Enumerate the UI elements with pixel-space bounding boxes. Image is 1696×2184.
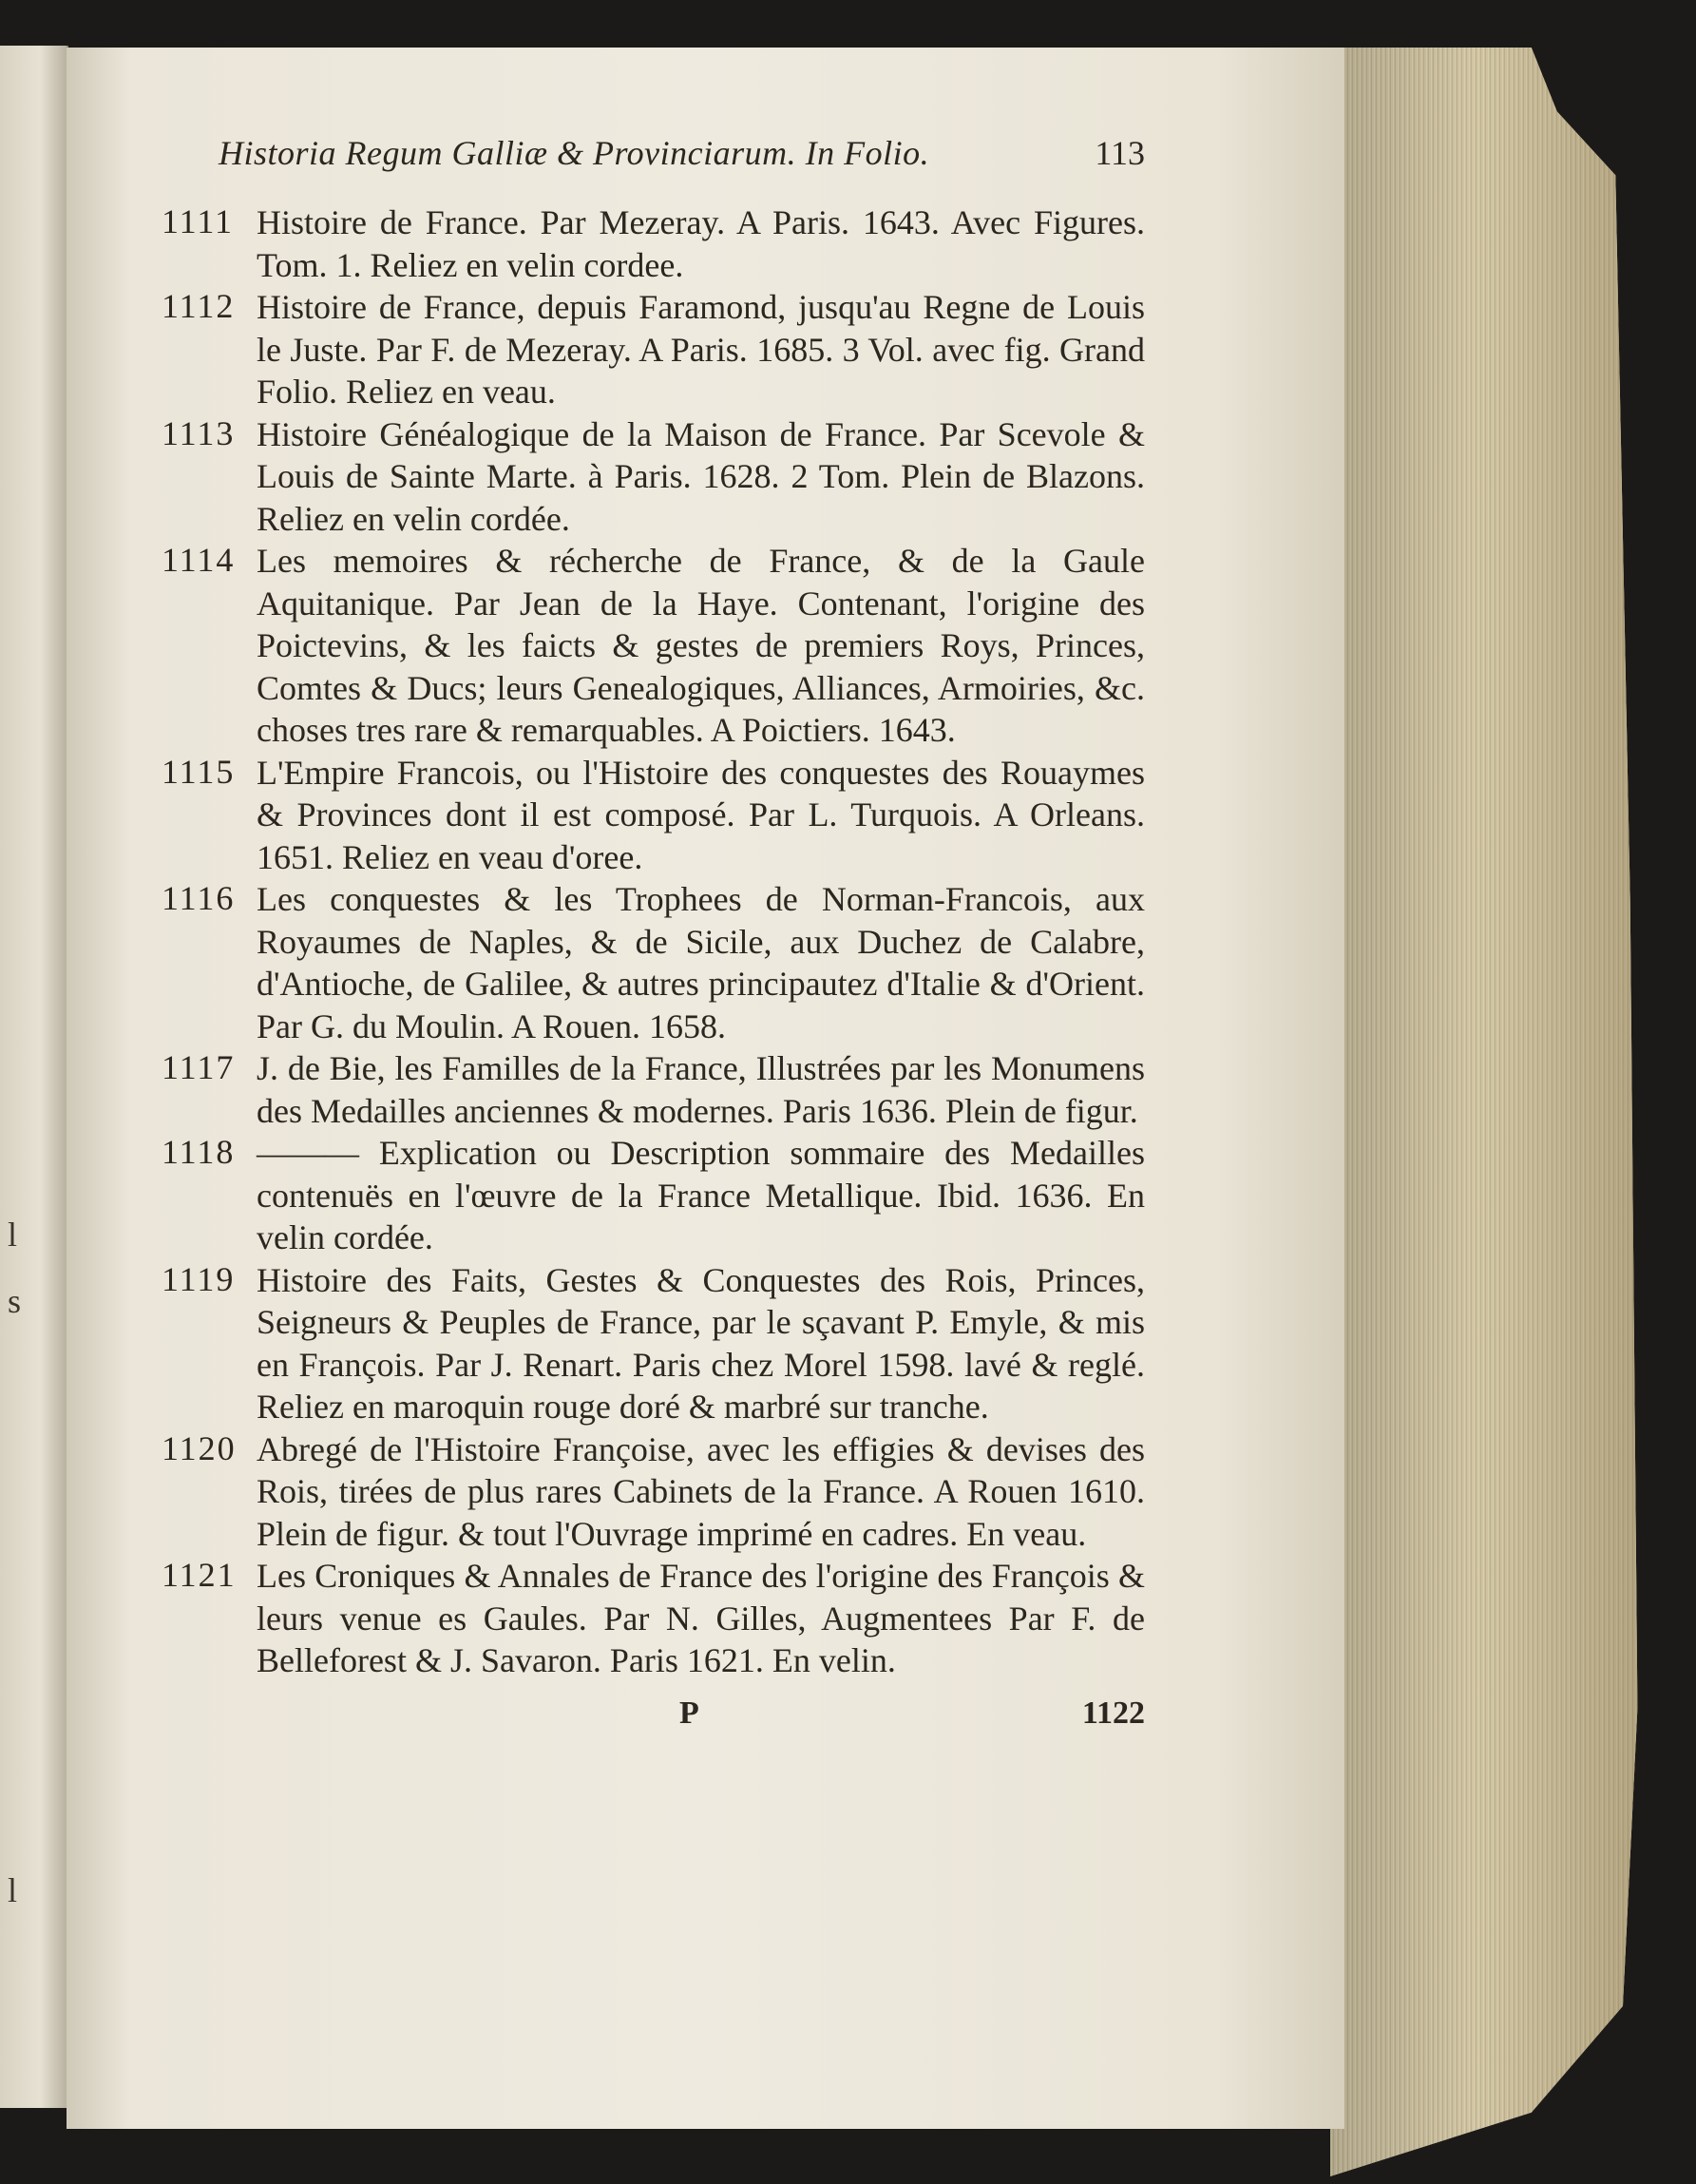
entry-description: Histoire de France, depuis Faramond, jusqu'au Regne de Louis le Juste. Par F. de Mezeray. A Paris. 1685. 3 Vol. avec fig. Grand Folio. Reliez en veau. xyxy=(257,288,1145,411)
catalogue-entry xyxy=(162,201,1145,286)
catalogue-entry xyxy=(162,752,1145,879)
catalogue-entries xyxy=(162,201,1145,1682)
entry-number: 1117 xyxy=(162,1048,236,1086)
entry-description: J. de Bie, les Familles de la France, Illustrées par les Monumens des Medailles anciennes & modernes. Paris 1636. Plein de figur. xyxy=(257,1049,1145,1130)
entry-description: Les Croniques & Annales de France des l'origine des François & leurs venue es Gaules. Par N. Gilles, Augmentees Par F. de Belleforest & J. Savaron. Paris 1621. En velin. xyxy=(257,1557,1145,1679)
running-head xyxy=(162,133,1145,190)
entry-description: Histoire Généalogique de la Maison de France. Par Scevole & Louis de Sainte Marte. à Paris. 1628. 2 Tom. Plein de Blazons. Reliez en velin cordée. xyxy=(257,414,1145,538)
running-head-title: Historia Regum Galliæ & Provinciarum. In Folio. xyxy=(219,134,930,172)
signature-mark: P xyxy=(679,1695,699,1731)
entry-number: 1116 xyxy=(162,879,236,917)
catalogue-entry xyxy=(162,878,1145,1047)
entry-description: Histoire des Faits, Gestes & Conquestes des Rois, Princes, Seigneurs & Peuples de France, par le sçavant P. Emyle, & mis en François. Par J. Renart. Paris chez Morel 1598. lavé & reglé. Reliez en maroquin rouge doré & marbré sur tranche. xyxy=(257,1260,1145,1426)
page-footer xyxy=(162,1695,1145,1743)
left-margin-mark: s xyxy=(8,1282,22,1320)
catalogue-entry xyxy=(162,286,1145,413)
catalogue-entry xyxy=(162,1428,1145,1556)
left-margin-mark: l xyxy=(8,1871,18,1909)
entry-description: Histoire de France. Par Mezeray. A Paris. 1643. Avec Figures. Tom. 1. Reliez en velin cordee. xyxy=(257,203,1145,284)
page-fore-edge xyxy=(1330,48,1696,2176)
left-page-edge xyxy=(0,46,68,2108)
entry-description: Les memoires & récherche de France, & de la Gaule Aquitanique. Par Jean de la Haye. Contenant, l'origine des Poictevins, & les faicts & gestes de premiers Roys, Princes, Comtes & Ducs; leurs Genealogiques, Alliances, Armoiries, &c. choses tres rare & remarquables. A Poictiers. 1643. xyxy=(257,542,1145,749)
entry-number: 1120 xyxy=(162,1428,237,1467)
catchword: 1122 xyxy=(1081,1695,1145,1731)
entry-number: 1121 xyxy=(162,1556,237,1594)
entry-description: ——— Explication ou Description sommaire des Medailles contenuës en l'œuvre de la France Metallique. Ibid. 1636. En velin cordée. xyxy=(257,1134,1145,1256)
entry-number: 1118 xyxy=(162,1133,236,1171)
catalogue-entry xyxy=(162,1259,1145,1428)
entry-number: 1112 xyxy=(162,287,236,325)
page-text xyxy=(162,133,1145,1743)
left-margin-marks xyxy=(8,46,46,2108)
entry-description: Abregé de l'Histoire Françoise, avec les effigies & devises des Rois, tirées de plus rares Cabinets de la France. A Rouen 1610. Plein de figur. & tout l'Ouvrage imprimé en cadres. En veau. xyxy=(257,1429,1145,1553)
entry-number: 1114 xyxy=(162,541,236,579)
catalogue-entry xyxy=(162,1132,1145,1259)
left-margin-mark: l xyxy=(8,1216,18,1254)
page-number: 113 xyxy=(1095,134,1145,172)
catalogue-entry xyxy=(162,1555,1145,1682)
entry-description: L'Empire Francois, ou l'Histoire des conquestes des Rouaymes & Provinces dont il est composé. Par L. Turquois. A Orleans. 1651. Reliez en veau d'oree. xyxy=(257,753,1145,876)
catalogue-entry xyxy=(162,540,1145,752)
entry-number: 1119 xyxy=(162,1259,236,1298)
catalogue-entry xyxy=(162,1047,1145,1132)
entry-number: 1111 xyxy=(162,202,234,240)
entry-number: 1115 xyxy=(162,752,236,791)
entry-number: 1113 xyxy=(162,413,236,452)
entry-description: Les conquestes & les Trophees de Norman-Francois, aux Royaumes de Naples, & de Sicile, aux Duchez de Calabre, d'Antioche, de Galilee, & autres principautez d'Italie & d'Orient. Par G. du Moulin. A Rouen. 1658. xyxy=(257,880,1145,1045)
catalogue-entry xyxy=(162,413,1145,541)
